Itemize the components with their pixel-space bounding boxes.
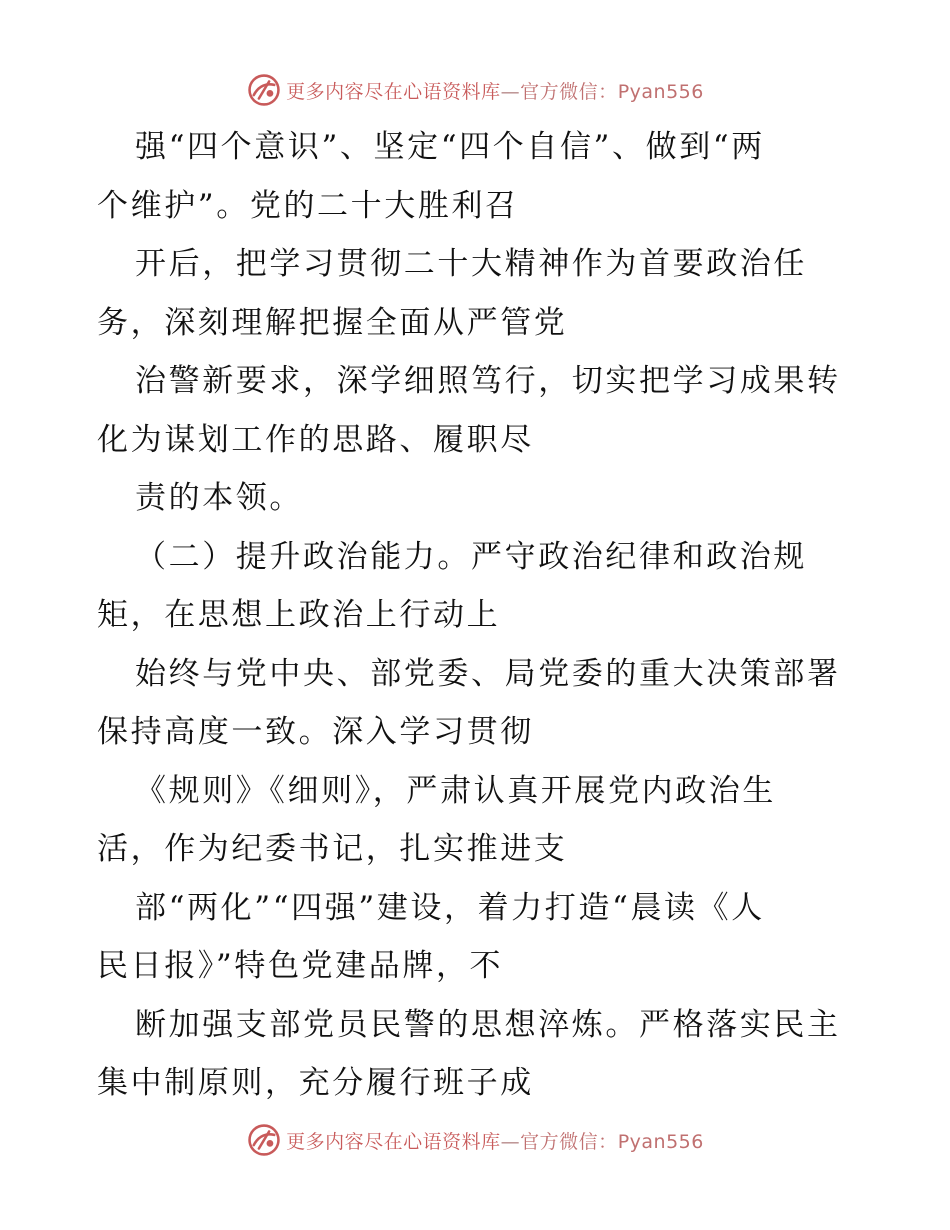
paragraph-line: 活，作为纪委书记，扎实推进支 <box>97 831 568 867</box>
footer-banner-title: 更多内容尽在心语资料库 <box>286 1130 501 1153</box>
paragraph-line: 保持高度一致。深入学习贯彻 <box>97 714 534 750</box>
paragraph-line: 化为谋划工作的思路、履职尽 <box>97 421 534 458</box>
document-body <box>0 118 950 1113</box>
paragraph <box>0 352 950 469</box>
paragraph-line: 集中制原则，充分履行班子成 <box>97 1065 534 1101</box>
paragraph-line: 断加强支部党员民警的思想淬炼。严格落实民主 <box>135 1006 841 1043</box>
brand-logo-icon <box>246 72 282 108</box>
paragraph-line: 责的本领。 <box>135 480 303 516</box>
paragraph-line: 强“四个意识”、坚定“四个自信”、做到“两 <box>135 129 765 165</box>
paragraph-line: 《规则》《细则》，严肃认真开展党内政治生 <box>135 772 776 809</box>
paragraph <box>0 645 950 762</box>
paragraph <box>0 469 950 528</box>
header-banner-wechat-id: Pyan556 <box>617 80 704 103</box>
paragraph-line: 务，深刻理解把握全面从严管党 <box>97 304 568 341</box>
footer-banner-wechat-id: Pyan556 <box>617 1130 704 1153</box>
paragraph-line: 个维护”。党的二十大胜利召 <box>97 187 519 224</box>
paragraph <box>0 235 950 352</box>
header-banner-title: 更多内容尽在心语资料库 <box>286 80 501 103</box>
paragraph-line: 矩，在思想上政治上行动上 <box>97 597 501 633</box>
header-watermark-text <box>286 77 704 104</box>
paragraph <box>0 879 950 996</box>
paragraph <box>0 996 950 1113</box>
paragraph-line: 部“两化”“四强”建设，着力打造“晨读《人 <box>135 889 765 926</box>
footer-banner-dash: — <box>500 1130 521 1153</box>
paragraph-line: 治警新要求，深学细照笃行，切实把学习成果转 <box>135 363 841 399</box>
paragraph-line: 始终与党中央、部党委、局党委的重大决策部署 <box>135 655 841 692</box>
paragraph <box>0 528 950 645</box>
footer-watermark-banner <box>0 1120 950 1160</box>
header-watermark-banner <box>0 70 950 110</box>
footer-watermark-text <box>286 1127 704 1154</box>
paragraph-line: （二）提升政治能力。严守政治纪律和政治规 <box>135 538 807 575</box>
paragraph <box>0 762 950 879</box>
header-banner-suffix: 官方微信： <box>520 80 618 103</box>
brand-logo-icon <box>246 1122 282 1158</box>
paragraph <box>0 118 950 235</box>
paragraph-line: 开后，把学习贯彻二十大精神作为首要政治任 <box>135 246 807 282</box>
paragraph-line: 民日报》”特色党建品牌，不 <box>97 948 504 984</box>
header-banner-dash: — <box>500 80 521 103</box>
footer-banner-suffix: 官方微信： <box>520 1130 618 1153</box>
